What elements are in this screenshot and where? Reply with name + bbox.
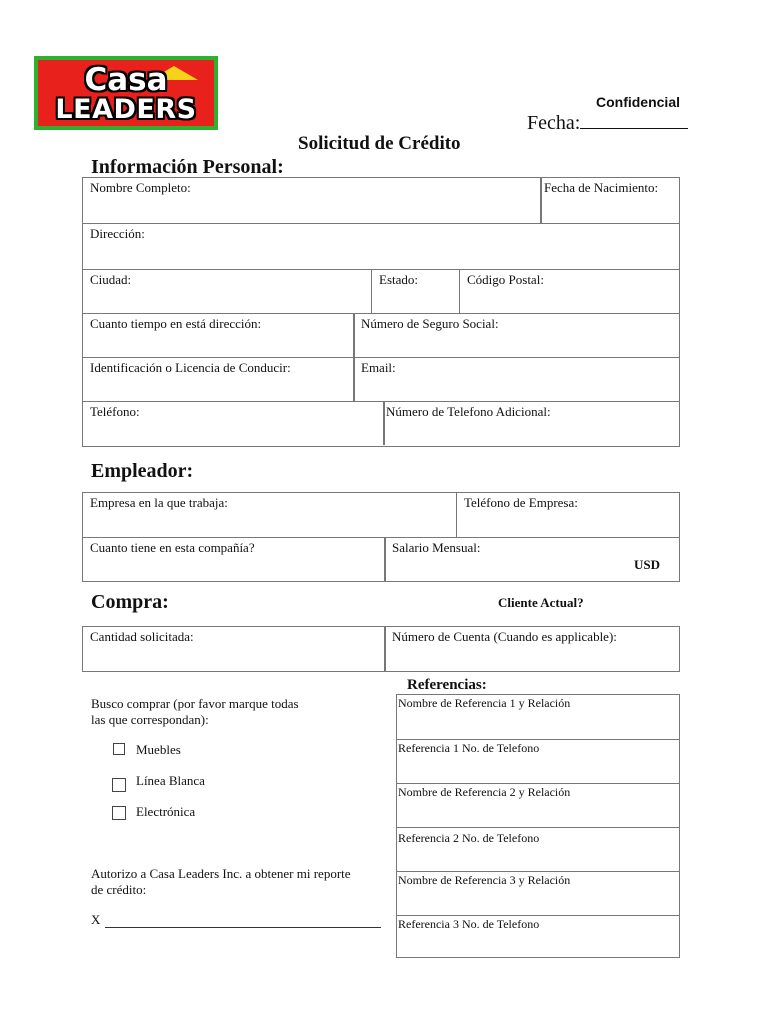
reference-1-name-field[interactable] [396, 694, 679, 739]
address-field[interactable] [82, 223, 679, 269]
logo-text-leaders: LEADERS [55, 94, 197, 125]
signature-line[interactable] [105, 927, 381, 928]
checkbox-electronica[interactable] [112, 806, 126, 820]
authorization-line1: Autorizo a Casa Leaders Inc. a obtener mi reporte [91, 866, 351, 881]
reference-3-name-field[interactable] [396, 871, 679, 915]
birth-date-label: Fecha de Nacimiento: [544, 180, 659, 195]
current-client-label[interactable]: Cliente Actual? [498, 595, 584, 610]
alt-phone-field[interactable] [383, 401, 679, 445]
zip-field[interactable] [459, 269, 679, 313]
reference-3-name-label: Nombre de Referencia 3 y Relación [398, 873, 571, 887]
time-at-company-field[interactable] [82, 537, 384, 581]
shopping-prompt-line2: las que correspondan): [91, 712, 209, 727]
account-number-label: Número de Cuenta (Cuando es applicable): [392, 629, 617, 644]
reference-3-phone-field[interactable] [396, 915, 679, 956]
email-field[interactable] [353, 357, 679, 401]
references-heading: Referencias: [407, 677, 487, 693]
company-phone-field[interactable] [456, 492, 679, 537]
reference-2-phone-label: Referencia 2 No. de Telefono [398, 831, 540, 845]
checkbox-muebles[interactable] [113, 743, 125, 755]
full-name-field[interactable] [82, 177, 540, 223]
logo-red-panel [38, 60, 214, 126]
id-license-field[interactable] [82, 357, 353, 401]
checkbox-linea-blanca[interactable] [112, 778, 126, 792]
birth-date-field[interactable] [540, 177, 679, 223]
authorization-text [91, 866, 351, 898]
confidential-label: Confidencial [595, 94, 680, 110]
page-title: Solicitud de Crédito [298, 133, 461, 154]
authorization-line2: de crédito: [91, 882, 147, 897]
reference-2-phone-field[interactable] [396, 827, 679, 871]
time-at-address-label: Cuanto tiempo en está dirección: [90, 316, 262, 331]
reference-1-name-label: Nombre de Referencia 1 y Relación [398, 696, 571, 710]
reference-1-phone-label: Referencia 1 No. de Telefono [398, 741, 540, 755]
company-label: Empresa en la que trabaja: [90, 495, 228, 510]
state-label: Estado: [379, 272, 418, 287]
shopping-prompt-line1: Busco comprar (por favor marque todas [91, 696, 299, 711]
logo-text-casa: Casa [84, 62, 168, 98]
currency-label: USD [634, 557, 661, 572]
date-blank-line[interactable] [580, 112, 688, 129]
option-label-electronica: Electrónica [136, 804, 196, 819]
time-at-address-field[interactable] [82, 313, 353, 357]
zip-label: Código Postal: [467, 272, 544, 287]
date-label: Fecha: [527, 112, 581, 134]
id-license-label: Identificación o Licencia de Conducir: [90, 360, 291, 375]
city-label: Ciudad: [90, 272, 132, 287]
company-phone-label: Teléfono de Empresa: [464, 495, 578, 510]
section-heading-employer: Empleador: [91, 460, 194, 482]
reference-2-name-label: Nombre de Referencia 2 y Relación [398, 785, 571, 799]
full-name-label: Nombre Completo: [90, 180, 191, 195]
address-label: Dirección: [90, 226, 145, 241]
phone-label: Teléfono: [90, 404, 140, 419]
phone-field[interactable] [82, 401, 383, 445]
time-at-company-label: Cuanto tiene en esta compañía? [90, 540, 255, 555]
monthly-salary-label: Salario Mensual: [392, 540, 481, 555]
casa-leaders-logo [34, 56, 218, 130]
reference-1-phone-field[interactable] [396, 739, 679, 783]
option-label-muebles: Muebles [136, 742, 181, 757]
signature-prefix: X [91, 912, 101, 927]
reference-2-name-field[interactable] [396, 783, 679, 827]
ssn-label: Número de Seguro Social: [361, 316, 499, 331]
city-field[interactable] [82, 269, 371, 313]
amount-field[interactable] [82, 626, 384, 671]
amount-label: Cantidad solicitada: [90, 629, 194, 644]
option-label-linea-blanca: Línea Blanca [136, 773, 205, 788]
date-field[interactable] [527, 112, 688, 135]
email-label: Email: [361, 360, 396, 375]
shopping-prompt [91, 696, 299, 728]
ssn-field[interactable] [353, 313, 679, 357]
section-heading-purchase: Compra: [91, 591, 169, 613]
alt-phone-label: Número de Telefono Adicional: [386, 404, 551, 419]
reference-3-phone-label: Referencia 3 No. de Telefono [398, 917, 540, 931]
company-field[interactable] [82, 492, 456, 537]
section-heading-personal: Información Personal: [91, 156, 284, 178]
state-field[interactable] [371, 269, 459, 313]
account-number-field[interactable] [384, 626, 679, 671]
